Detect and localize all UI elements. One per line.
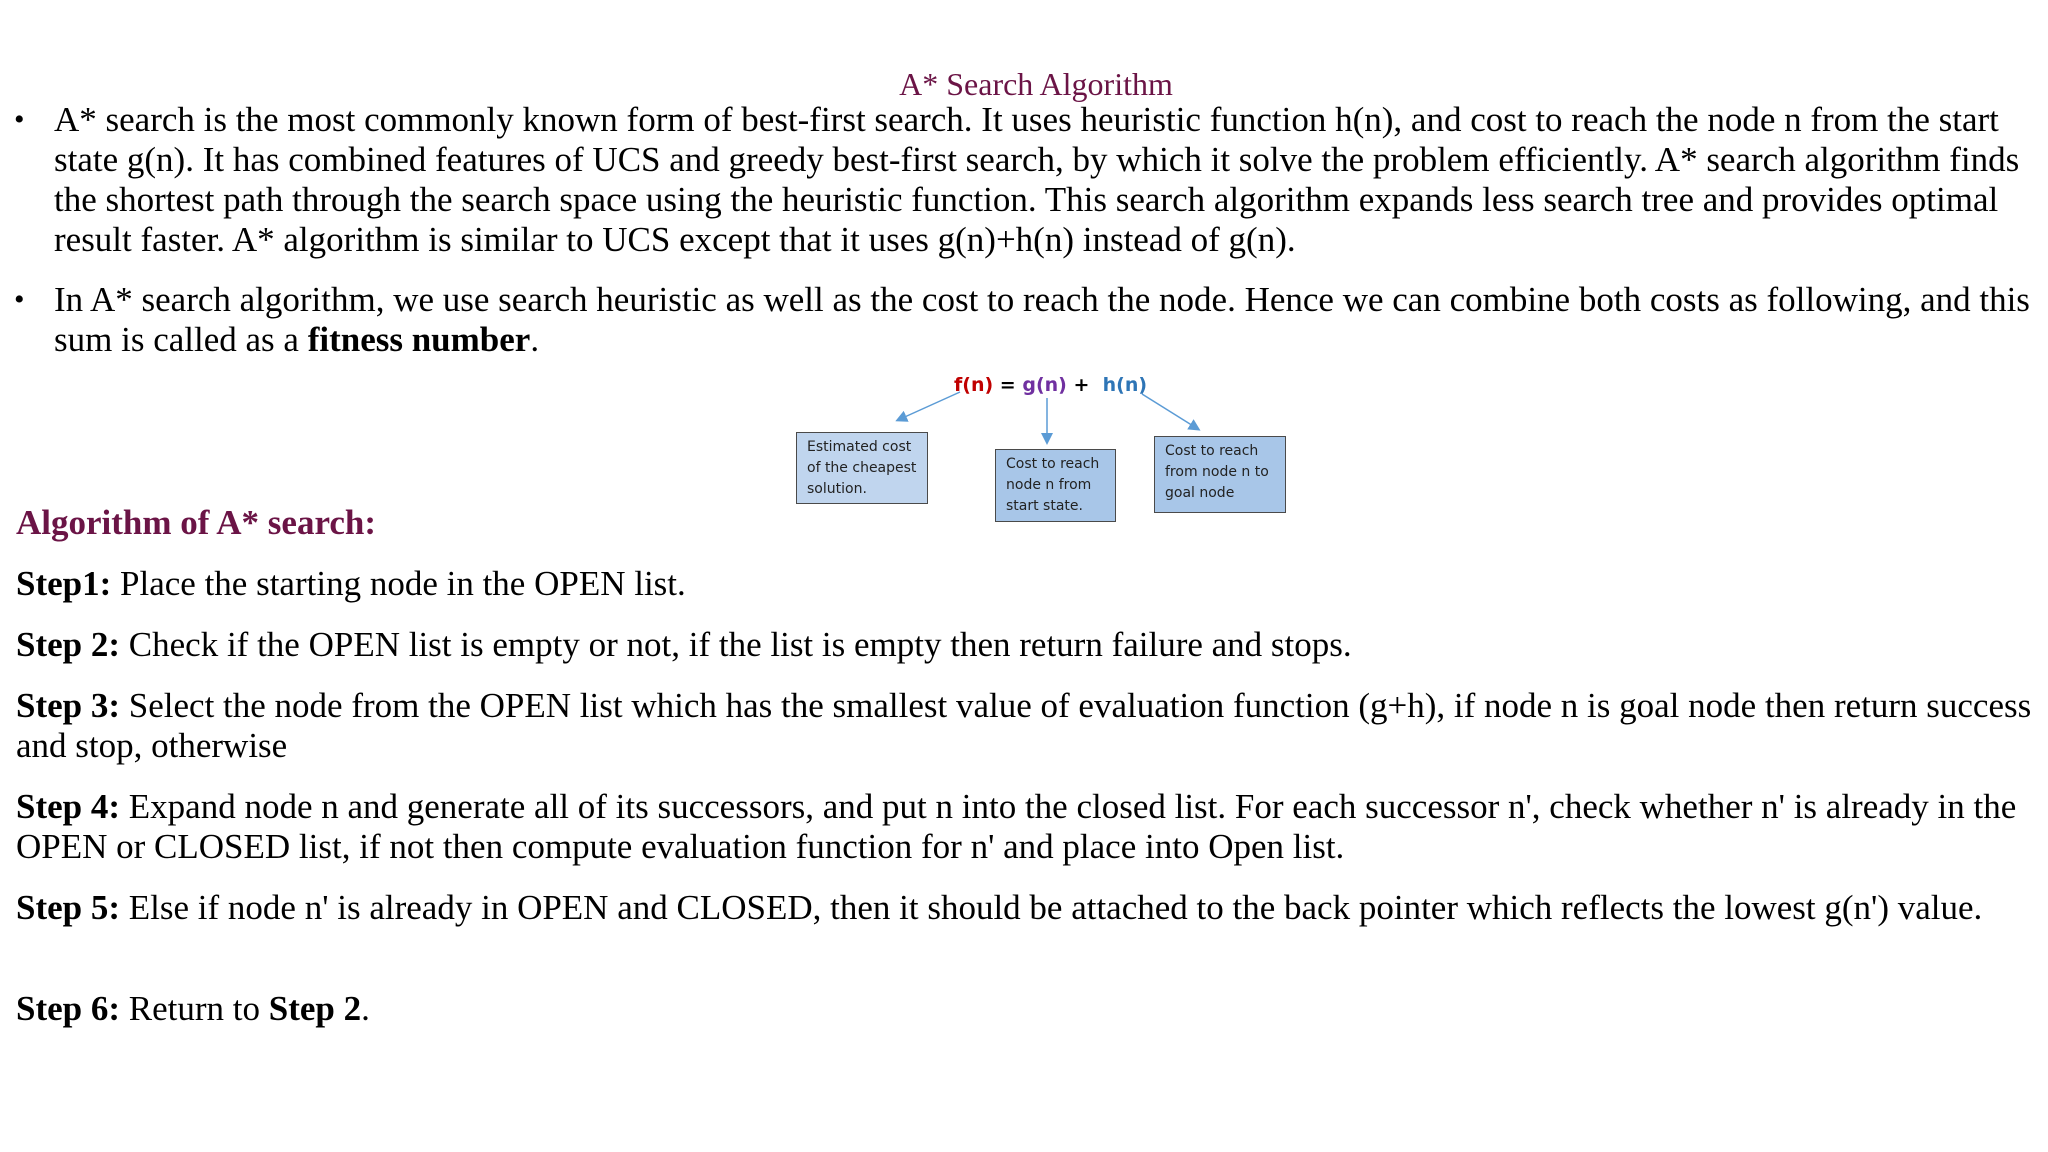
box-line: solution. — [807, 481, 867, 497]
box-line: start state. — [1006, 498, 1083, 514]
box-line: of the cheapest — [807, 460, 917, 476]
box-line: node n from — [1006, 477, 1092, 493]
estimated-cost-box — [796, 432, 928, 504]
fitness-formula — [954, 374, 1147, 396]
bullet-text-tail: . — [530, 320, 540, 359]
formula-g: g(n) — [1022, 374, 1067, 396]
algorithm-heading: Algorithm of A* search: — [16, 503, 376, 542]
formula-plus: + — [1073, 374, 1090, 396]
step-label: Step 3: — [16, 686, 121, 725]
step-2 — [16, 625, 2036, 665]
step-text-tail: . — [361, 989, 370, 1028]
step-5 — [16, 888, 2036, 928]
step-text: Select the node from the OPEN list which has the smallest value of evaluation function (g+h), if node n is goal node then return success and stop, otherwise — [16, 686, 2032, 765]
step-text: Place the starting node in the OPEN list. — [111, 564, 686, 603]
step-3 — [16, 686, 2036, 766]
step-text: Return to — [120, 989, 269, 1028]
fitness-formula-diagram — [790, 368, 1290, 528]
box-line: Cost to reach — [1165, 443, 1259, 459]
step-label: Step 4: — [16, 787, 121, 826]
step-text: Else if node n' is already in OPEN and CLOSED, then it should be attached to the back pointer which reflects the lowest g(n') value. — [120, 888, 1983, 927]
bullet-text: A* search is the most commonly known form of best-first search. It uses heuristic function h(n), and cost to reach the node n from the start state g(n). It has combined features of UCS and greedy best-first search, by which it solve the problem efficiently. A* search algorithm finds the shortest path through the search space using the heuristic function. This search algorithm expands less search tree and provides optimal result faster. A* algorithm is similar to UCS except that it uses g(n)+h(n) instead of g(n). — [54, 100, 2020, 259]
bullet-icon: • — [14, 103, 25, 136]
arrow-to-goal-cost — [1142, 394, 1198, 429]
formula-equals: = — [999, 374, 1016, 396]
goal-cost-box — [1154, 436, 1286, 513]
step-text: Expand node n and generate all of its successors, and put n into the closed list. For each successor n', check whether n' is already in the OPEN or CLOSED list, if not then compute evaluation function for n' and place into Open list. — [16, 787, 2017, 866]
box-line: Estimated cost — [807, 439, 912, 455]
step-label: Step 5: — [16, 888, 121, 927]
bullet-item-fitness-number — [14, 280, 2039, 360]
step-1 — [16, 564, 2036, 604]
step-label: Step 6: — [16, 989, 121, 1028]
bullet-icon: • — [14, 283, 25, 316]
fitness-number-term: fitness number — [307, 320, 531, 359]
formula-h: h(n) — [1102, 374, 1148, 396]
box-line: from node n to — [1165, 464, 1269, 480]
step-6 — [16, 989, 2036, 1029]
bullet-item-definition — [14, 100, 2039, 260]
arrow-to-estimated-cost — [898, 392, 960, 420]
box-line: goal node — [1165, 485, 1235, 501]
box-line: Cost to reach — [1006, 456, 1100, 472]
step-text: Check if the OPEN list is empty or not, if the list is empty then return failure and stops. — [120, 625, 1352, 664]
step-label: Step1: — [16, 564, 112, 603]
step-label: Step 2: — [16, 625, 121, 664]
formula-f: f(n) — [954, 374, 994, 396]
step-reference: Step 2 — [268, 989, 362, 1028]
start-cost-box — [995, 449, 1116, 522]
bullet-text: In A* search algorithm, we use search heuristic as well as the cost to reach the node. Hence we can combine both costs as following, and this sum is called as a — [54, 280, 2030, 359]
slide-title: A* Search Algorithm — [899, 66, 1173, 102]
step-4 — [16, 787, 2036, 867]
